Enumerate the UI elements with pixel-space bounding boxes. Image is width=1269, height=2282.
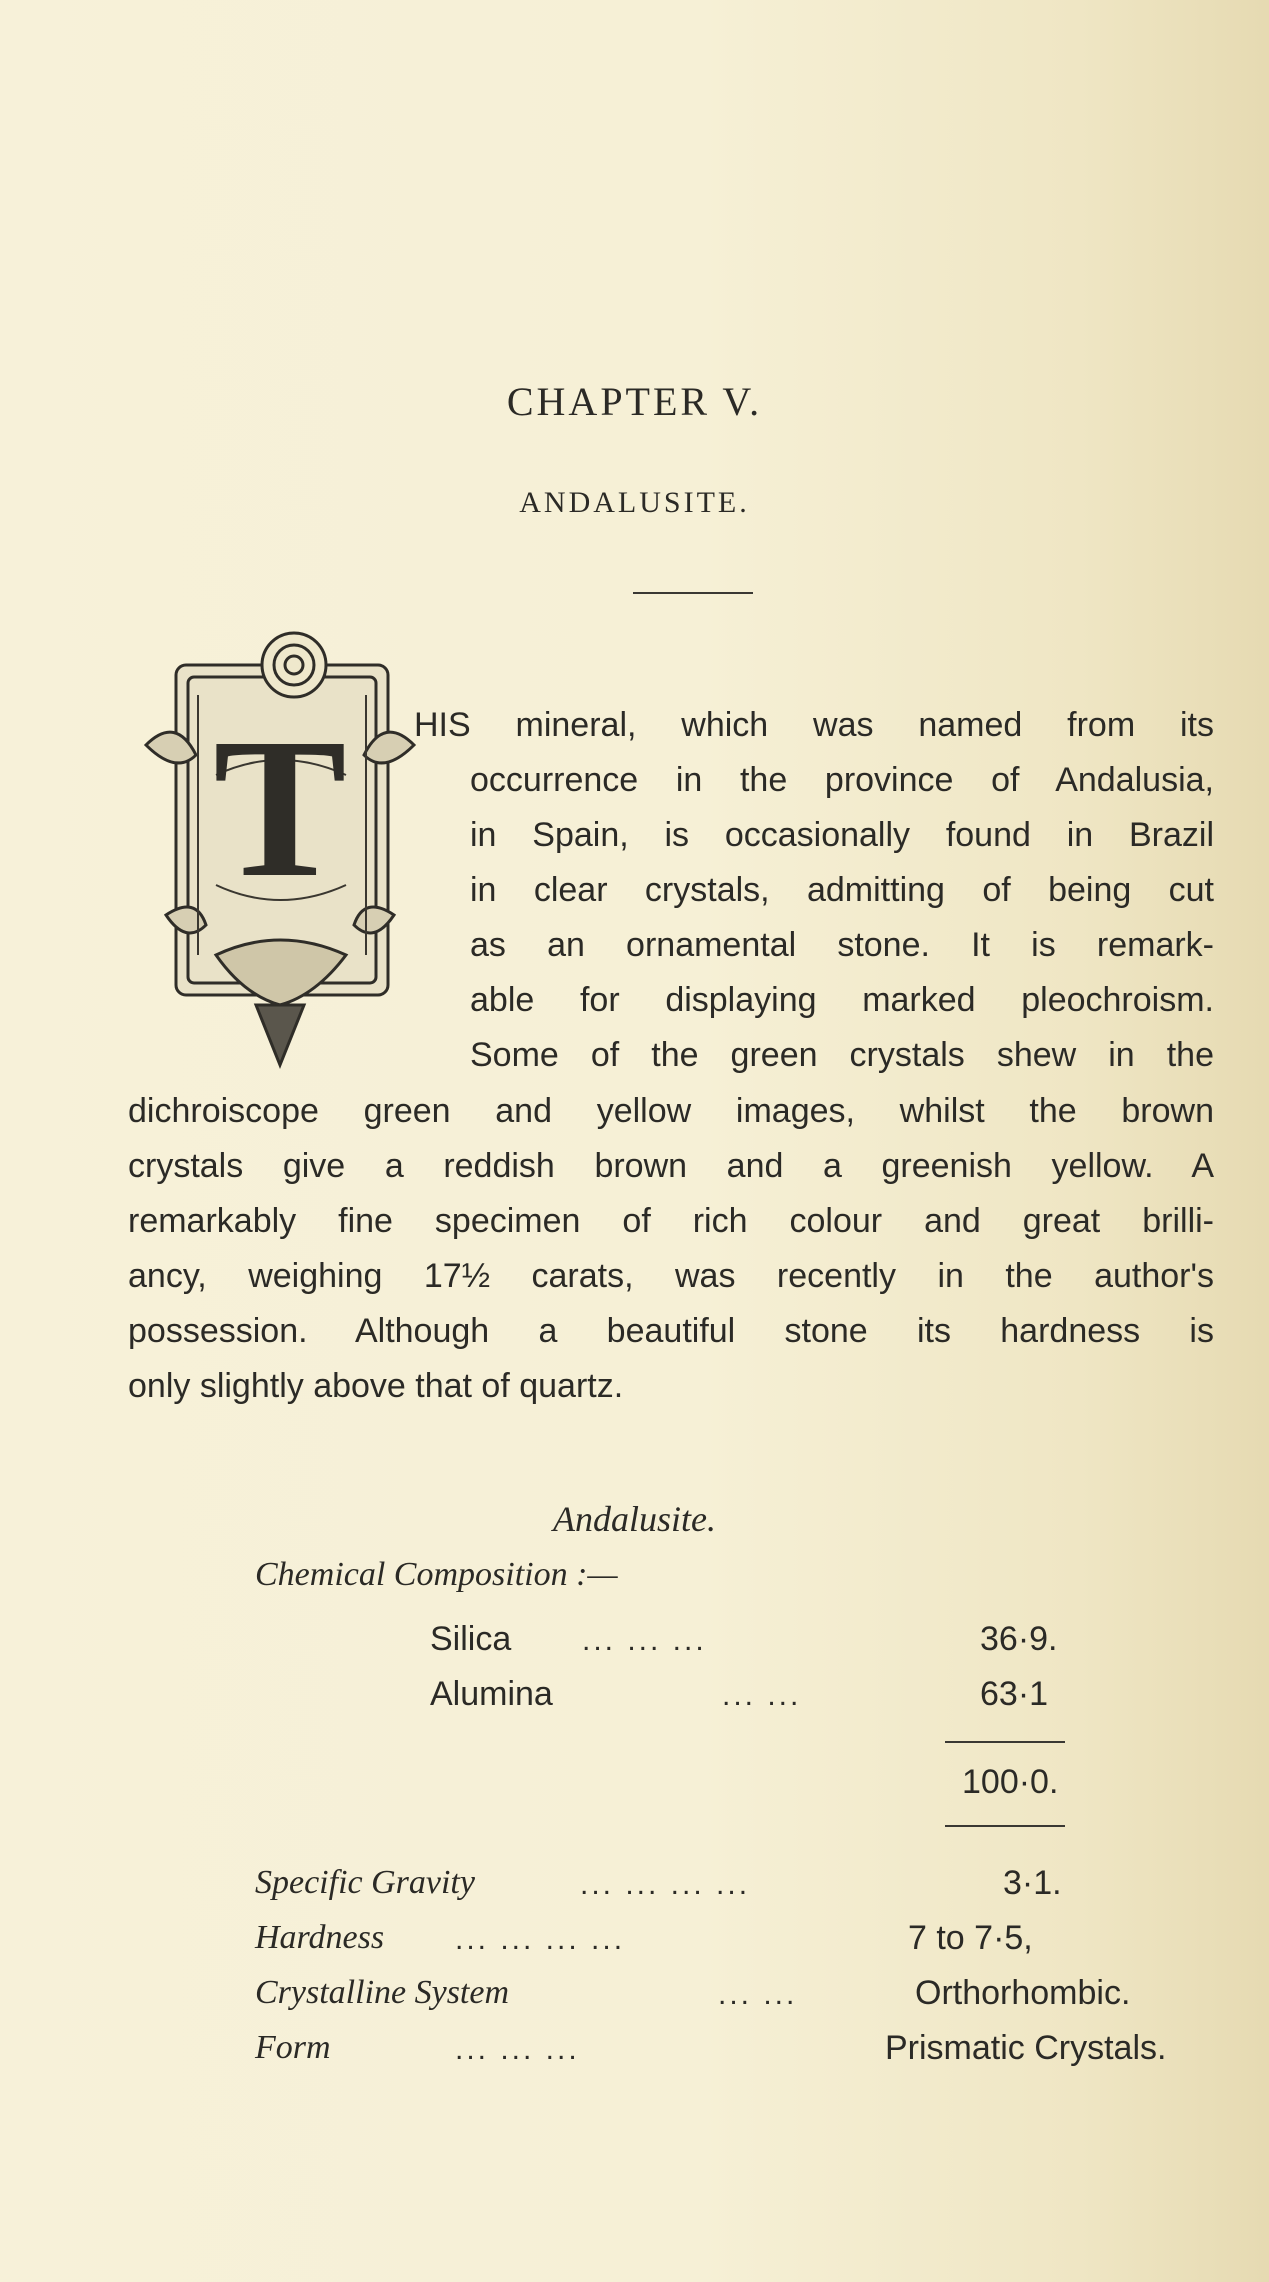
composition-label: Chemical Composition :—: [255, 1556, 618, 1593]
property-dots: ... ... ... ...: [455, 1923, 626, 1956]
heading-rule: [633, 592, 753, 594]
body-line-6: able for displaying marked pleochroism.: [470, 981, 1214, 1019]
composition-row-label: Alumina: [430, 1675, 553, 1713]
property-label: Specific Gravity: [255, 1864, 475, 1901]
total-rule-bottom: [945, 1825, 1065, 1827]
body-line-1: HIS mineral, which was named from its: [414, 706, 1214, 744]
composition-total: 100·0.: [962, 1763, 1059, 1801]
property-value: 3·1.: [1003, 1864, 1062, 1902]
body-line-11: ancy, weighing 17½ carats, was recently in the author's: [128, 1257, 1214, 1295]
property-label: Hardness: [255, 1919, 385, 1956]
property-dots: ... ...: [718, 1978, 798, 2011]
composition-row-value: 36·9.: [980, 1620, 1058, 1658]
body-line-4: in clear crystals, admitting of being cut: [470, 871, 1214, 909]
total-rule-top: [945, 1741, 1065, 1743]
composition-row-dots: ... ... ...: [582, 1624, 707, 1657]
property-label: Crystalline System: [255, 1974, 510, 2011]
ornamental-initial-t: [136, 625, 424, 1075]
table-title: Andalusite.: [553, 1499, 716, 1539]
chapter-heading: CHAPTER V.: [506, 379, 763, 424]
property-label: Form: [255, 2029, 331, 2066]
chapter-subtitle: ANDALUSITE.: [519, 486, 750, 519]
body-line-10: remarkably fine specimen of rich colour and great brilli-: [128, 1202, 1214, 1240]
body-line-3: in Spain, is occasionally found in Brazil: [470, 816, 1214, 854]
body-line-7: Some of the green crystals shew in the: [470, 1036, 1214, 1074]
composition-row-value: 63·1: [980, 1675, 1049, 1713]
body-line-8: dichroiscope green and yellow images, whilst the brown: [128, 1092, 1214, 1130]
composition-row-label: Silica: [430, 1620, 512, 1658]
body-line-12: possession. Although a beautiful stone its hardness is: [128, 1312, 1214, 1350]
property-dots: ... ... ... ...: [580, 1868, 751, 1901]
body-line-2: occurrence in the province of Andalusia,: [470, 761, 1214, 799]
body-line-13: only slightly above that of quartz.: [128, 1367, 624, 1405]
composition-row-dots: ... ...: [722, 1679, 802, 1712]
body-line-9: crystals give a reddish brown and a greenish yellow. A: [128, 1147, 1214, 1185]
body-line-5: as an ornamental stone. It is remark-: [470, 926, 1214, 964]
svg-text:T: T: [213, 698, 347, 919]
property-dots: ... ... ...: [455, 2033, 580, 2066]
property-value: Prismatic Crystals.: [885, 2029, 1167, 2067]
property-value: 7 to 7·5,: [908, 1919, 1033, 1957]
property-value: Orthorhombic.: [915, 1974, 1131, 2012]
